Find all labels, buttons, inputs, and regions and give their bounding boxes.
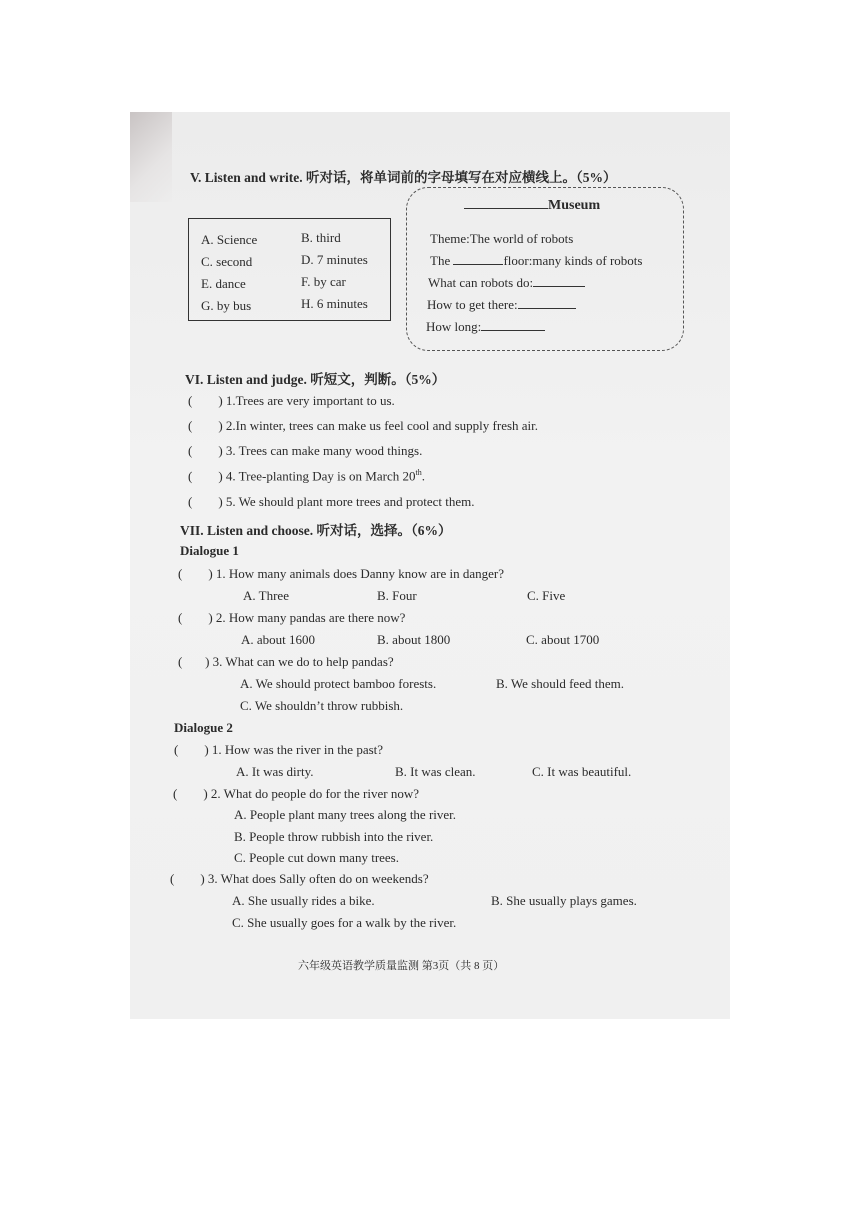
d2-question-2: [173, 786, 419, 802]
paper-corner-shadow: [130, 112, 172, 202]
question-text: 1. How was the river in the past?: [211, 742, 384, 757]
answer-bracket[interactable]: ( ): [178, 654, 210, 669]
d1-q1-option-b: B. Four: [377, 588, 417, 603]
judge-statement: 4. Tree-planting Day is on March 20: [225, 468, 416, 484]
judge-item-4: ( ) 4. Tree-planting Day is on March 20th.: [188, 468, 425, 484]
d1-question-1: [178, 566, 504, 582]
option-b: B. third: [301, 230, 341, 245]
d1-q2-option-c: C. about 1700: [526, 632, 600, 647]
answer-bracket[interactable]: ( ): [178, 566, 213, 581]
answer-bracket[interactable]: ( ): [188, 393, 223, 408]
d2-q2-option-c: C. People cut down many trees.: [234, 850, 399, 865]
d1-q2-option-a: A. about 1600: [241, 632, 316, 647]
question-text: 2. How many pandas are there now?: [215, 610, 406, 625]
floor-suffix: floor:many kinds of robots: [503, 253, 643, 268]
question-text: 3. What does Sally often do on weekends?: [207, 871, 429, 886]
judge-statement: 3. Trees can make many wood things.: [225, 443, 423, 458]
museum-theme: Theme:The world of robots: [430, 231, 574, 246]
exam-paper-page: [130, 112, 730, 1019]
museum-how-long-row: [426, 319, 545, 335]
get-there-label: How to get there:: [427, 297, 518, 312]
judge-statement: 1.Trees are very important to us.: [225, 393, 395, 408]
d2-question-3: [170, 871, 429, 887]
judge-item-2: [188, 418, 538, 434]
how-long-label: How long:: [426, 319, 482, 334]
d2-q2-option-a: A. People plant many trees along the river.: [234, 807, 457, 822]
answer-bracket[interactable]: ( ): [178, 610, 213, 625]
floor-prefix: The: [430, 253, 451, 268]
d2-q2-option-b: B. People throw rubbish into the river.: [234, 829, 434, 844]
d2-question-1: [174, 742, 383, 758]
answer-bracket[interactable]: ( ): [174, 742, 209, 757]
answer-bracket[interactable]: ( ): [173, 786, 208, 801]
answer-bracket[interactable]: ( ): [188, 443, 223, 458]
museum-get-there-row: [427, 297, 576, 313]
d1-question-3: [178, 654, 394, 670]
judge-item-1: [188, 393, 395, 409]
d1-q3-option-a: A. We should protect bamboo forests.: [240, 676, 437, 691]
judge-statement: 5. We should plant more trees and protect them.: [225, 494, 475, 509]
option-f: F. by car: [301, 274, 346, 289]
d1-q1-option-a: A. Three: [243, 588, 289, 603]
museum-title: Museum: [548, 198, 601, 213]
d1-q3-option-b: B. We should feed them.: [496, 676, 624, 691]
dialogue-2-label: Dialogue 2: [174, 720, 233, 735]
judge-item-5: [188, 494, 474, 510]
ordinal-suffix: th: [415, 468, 422, 477]
museum-card: [406, 187, 684, 351]
d2-q1-option-c: C. It was beautiful.: [532, 764, 632, 779]
d2-q1-option-b: B. It was clean.: [395, 764, 476, 779]
museum-name-blank[interactable]: [464, 208, 548, 209]
d2-q3-option-b: B. She usually plays games.: [491, 893, 637, 908]
d2-q3-option-c: C. She usually goes for a walk by the river.: [232, 915, 457, 930]
how-long-blank[interactable]: [481, 330, 545, 331]
section-5-title: V. Listen and write. 听对话，将单词前的字母填写在对应横线上。（5%）: [190, 170, 617, 185]
option-c: C. second: [201, 254, 253, 269]
floor-blank[interactable]: [453, 264, 503, 265]
museum-robots-row: [428, 275, 585, 291]
word-options-box: [188, 218, 391, 321]
d1-question-2: [178, 610, 405, 626]
judge-statement: 2.In winter, trees can make us feel cool and supply fresh air.: [225, 418, 539, 433]
answer-bracket[interactable]: ( ): [188, 418, 223, 433]
d2-q3-option-a: A. She usually rides a bike.: [232, 893, 375, 908]
d1-q3-option-c: C. We shouldn’t throw rubbish.: [240, 698, 404, 713]
option-a: A. Science: [201, 232, 258, 247]
get-there-blank[interactable]: [518, 308, 576, 309]
museum-title-row: [464, 198, 600, 214]
robots-blank[interactable]: [533, 286, 585, 287]
option-h: H. 6 minutes: [301, 296, 368, 311]
section-7-title: VII. Listen and choose. 听对话，选择。（6%）: [180, 523, 452, 538]
answer-bracket[interactable]: ( ): [170, 871, 205, 886]
option-e: E. dance: [201, 276, 246, 291]
option-d: D. 7 minutes: [301, 252, 368, 267]
robots-label: What can robots do:: [428, 275, 534, 290]
option-g: G. by bus: [201, 298, 252, 313]
d1-q2-option-b: B. about 1800: [377, 632, 451, 647]
d2-q1-option-a: A. It was dirty.: [236, 764, 314, 779]
section-6-title: VI. Listen and judge. 听短文，判断。（5%）: [185, 372, 446, 387]
museum-floor-row: [430, 253, 642, 269]
answer-bracket[interactable]: ( ): [188, 468, 223, 484]
question-text: 1. How many animals does Danny know are in danger?: [215, 566, 505, 581]
judge-item-3: [188, 443, 422, 459]
dialogue-1-label: Dialogue 1: [180, 543, 239, 558]
question-text: 3. What can we do to help pandas?: [212, 654, 394, 669]
page-footer: 六年级英语教学质量监测 第3页（共 8 页）: [298, 960, 505, 972]
d1-q1-option-c: C. Five: [527, 588, 566, 603]
answer-bracket[interactable]: ( ): [188, 494, 223, 509]
question-text: 2. What do people do for the river now?: [210, 786, 419, 801]
